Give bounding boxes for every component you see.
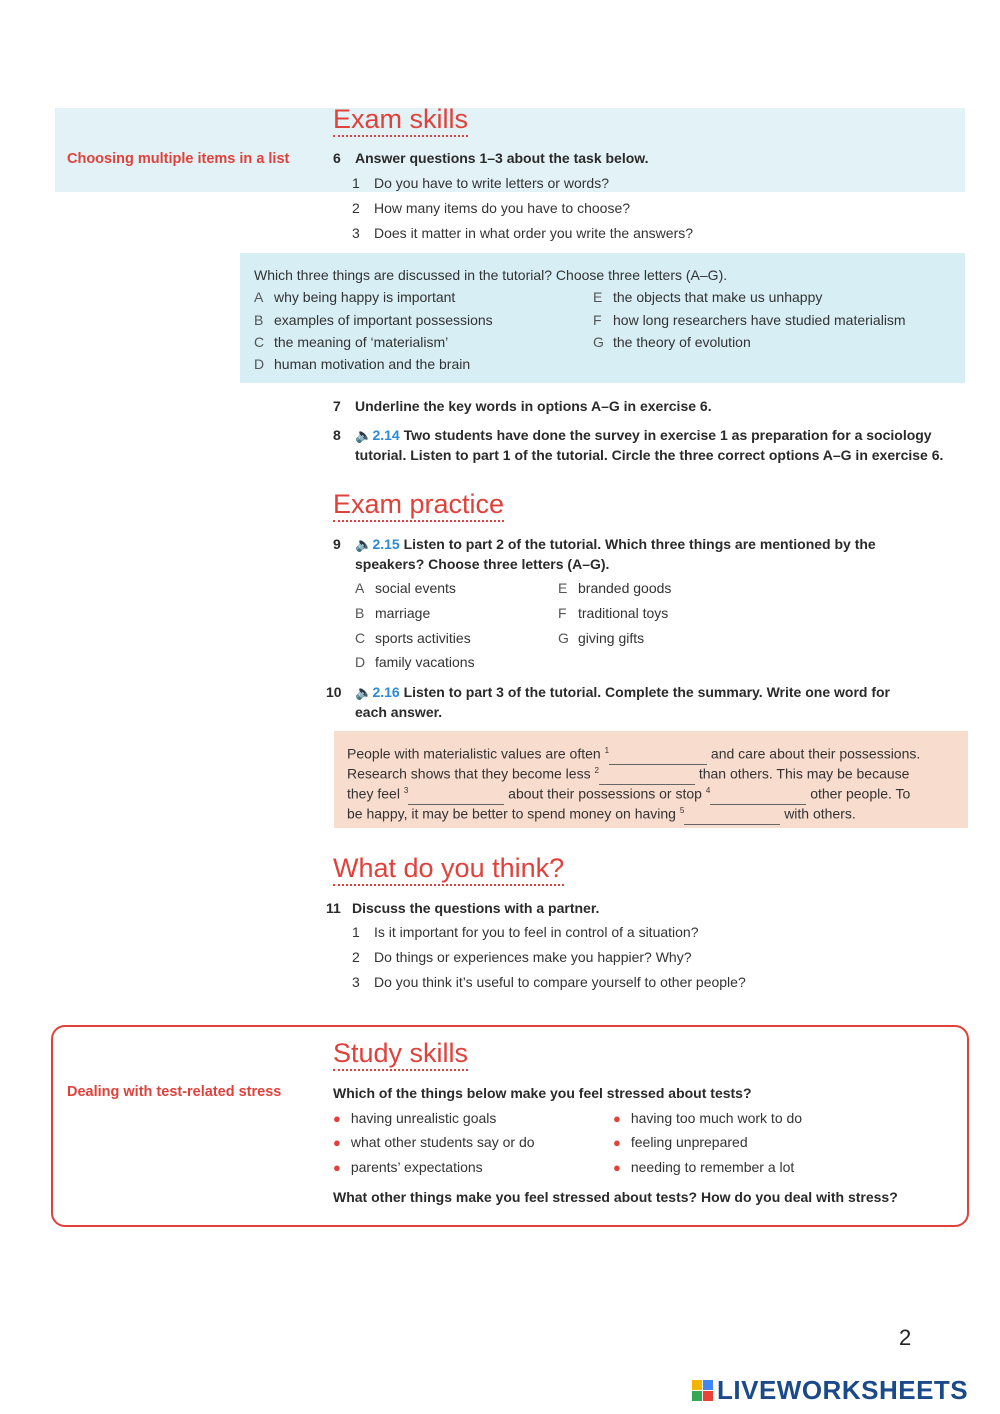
question-10-number: 10 [326, 684, 342, 700]
audio-track-2-14[interactable]: 2.14 [372, 427, 400, 443]
option-letter: F [593, 312, 602, 328]
study-skills-question: Which of the things below make you feel stressed about tests? [333, 1085, 752, 1101]
summary-text: be happy, it may be better to spend money on having [347, 805, 676, 822]
stress-item-text: having unrealistic goals [350, 1110, 497, 1126]
option-text: traditional toys [578, 605, 669, 621]
q9-option-a [355, 578, 456, 598]
option-text: human motivation and the brain [274, 356, 471, 372]
q9-option-e [558, 578, 671, 598]
summary-text: other people. To [810, 785, 911, 802]
question-10-line2: each answer. [355, 704, 443, 720]
summary-text: and care about their possessions. [710, 745, 921, 762]
task-option-f [593, 310, 906, 330]
audio-icon[interactable]: 🔈 [355, 536, 373, 552]
gap-number: 2 [594, 766, 599, 775]
question-6-number: 6 [333, 150, 341, 166]
option-text: family vacations [375, 654, 475, 670]
study-skills-closing: What other things make you feel stressed about tests? How do you deal with stress? [333, 1189, 898, 1205]
question-9-line2: speakers? Choose three letters (A–G). [355, 556, 610, 572]
option-text: the objects that make us unhappy [613, 289, 823, 305]
audio-track-2-16[interactable]: 2.16 [372, 684, 400, 700]
question-11 [326, 898, 599, 918]
brand-name: LIVEWORKSHEETS [717, 1374, 969, 1405]
stress-item-text: parents’ expectations [350, 1159, 483, 1175]
q6-item-1 [352, 173, 609, 193]
stress-item-text: what other students say or do [350, 1134, 535, 1150]
task-option-g [593, 332, 751, 352]
exam-skills-heading: Exam skills [333, 104, 468, 137]
gap-number: 1 [604, 746, 610, 755]
task-option-d [254, 354, 470, 374]
exam-skills-side-label: Choosing multiple items in a list [67, 151, 290, 167]
q6-item-text: Does it matter in what order you write the answers? [374, 225, 694, 241]
question-7-number: 7 [333, 398, 341, 414]
q6-item-number: 2 [352, 200, 360, 216]
q6-item-3 [352, 223, 693, 243]
option-text: marriage [375, 605, 431, 621]
option-text: examples of important possessions [274, 312, 493, 328]
question-11-number: 11 [326, 900, 341, 916]
option-letter: F [558, 605, 567, 621]
summary-text: People with materialistic values are often [347, 745, 601, 762]
question-8 [333, 425, 973, 445]
q9-option-g [558, 628, 644, 648]
option-text: how long researchers have studied materialism [613, 312, 906, 328]
summary-text: Research shows that they become less [347, 765, 591, 782]
q6-item-2 [352, 198, 630, 218]
q9-option-d [355, 652, 475, 672]
stress-item [333, 1108, 496, 1129]
stress-item [613, 1108, 802, 1129]
audio-icon[interactable]: 🔈 [355, 684, 373, 700]
stress-item-text: feeling unprepared [630, 1134, 748, 1150]
question-7-text: Underline the key words in options A–G in exercise 6. [355, 398, 712, 414]
q11-item-1 [352, 922, 699, 942]
option-letter: A [254, 289, 264, 305]
liveworksheets-logo-icon [692, 1380, 713, 1401]
q9-option-b [355, 603, 430, 623]
task-option-a [254, 287, 455, 307]
question-11-text: Discuss the questions with a partner. [352, 900, 600, 916]
q6-item-text: Do you have to write letters or words? [374, 175, 609, 191]
task-option-e [593, 287, 822, 307]
q6-item-number: 3 [352, 225, 360, 241]
option-letter: G [593, 334, 604, 350]
q11-item-text: Is it important for you to feel in control of a situation? [374, 924, 699, 940]
question-10 [326, 682, 890, 702]
summary-text: than others. This may be because [698, 765, 910, 782]
option-letter: D [355, 654, 366, 670]
audio-track-2-15[interactable]: 2.15 [372, 536, 400, 552]
question-9-text-line1: Listen to part 2 of the tutorial. Which three things are mentioned by the [403, 536, 876, 552]
option-text: branded goods [578, 580, 672, 596]
option-letter: A [355, 580, 365, 596]
option-letter: D [254, 356, 265, 372]
stress-item [613, 1132, 748, 1153]
summary-line-4 [347, 801, 856, 825]
gap-number: 3 [403, 786, 409, 795]
exam-practice-heading: Exam practice [333, 489, 504, 522]
brand-logo [692, 1374, 969, 1405]
question-8-line2: tutorial. Listen to part 1 of the tutorial. Circle the three correct options A–G in exercise 6. [355, 447, 944, 463]
gap-5-input[interactable] [684, 804, 780, 825]
audio-icon[interactable]: 🔈 [355, 427, 373, 443]
summary-text: about their possessions or stop [508, 785, 702, 802]
q11-item-3 [352, 972, 746, 992]
what-do-you-think-heading: What do you think? [333, 853, 564, 886]
option-letter: B [355, 605, 365, 621]
option-text: the theory of evolution [613, 334, 751, 350]
stress-item-text: needing to remember a lot [630, 1159, 795, 1175]
stress-item [613, 1157, 794, 1178]
option-letter: C [355, 630, 366, 646]
bullet-icon: ● [613, 1135, 621, 1150]
question-10-text-line1: Listen to part 3 of the tutorial. Complete the summary. Write one word for [403, 684, 890, 700]
question-6-text: Answer questions 1–3 about the task below. [355, 150, 649, 166]
summary-text: they feel [347, 785, 400, 802]
option-letter: E [558, 580, 568, 596]
q6-item-text: How many items do you have to choose? [374, 200, 631, 216]
question-9-number: 9 [333, 536, 341, 552]
q9-option-c [355, 628, 471, 648]
q11-item-number: 2 [352, 949, 360, 965]
q9-option-f [558, 603, 668, 623]
option-text: social events [375, 580, 456, 596]
task-option-b [254, 310, 493, 330]
option-letter: C [254, 334, 265, 350]
study-skills-heading: Study skills [333, 1038, 468, 1071]
q11-item-2 [352, 947, 692, 967]
option-text: sports activities [375, 630, 471, 646]
option-letter: G [558, 630, 569, 646]
gap-number: 5 [679, 806, 685, 815]
stress-item [333, 1157, 483, 1178]
bullet-icon: ● [333, 1135, 341, 1150]
option-text: the meaning of ‘materialism’ [274, 334, 449, 350]
bullet-icon: ● [613, 1160, 621, 1175]
q11-item-number: 1 [352, 924, 360, 940]
bullet-icon: ● [333, 1111, 341, 1126]
q11-item-text: Do things or experiences make you happier? Why? [374, 949, 692, 965]
bullet-icon: ● [333, 1160, 341, 1175]
q6-item-number: 1 [352, 175, 360, 191]
bullet-icon: ● [613, 1111, 621, 1126]
question-8-text-line1: Two students have done the survey in exercise 1 as preparation for a sociology [403, 427, 932, 443]
stress-item-text: having too much work to do [630, 1110, 803, 1126]
task-prompt: Which three things are discussed in the tutorial? Choose three letters (A–G). [254, 267, 728, 283]
page-number: 2 [899, 1325, 912, 1350]
gap-number: 4 [705, 786, 711, 795]
task-option-c [254, 332, 448, 352]
q11-item-number: 3 [352, 974, 360, 990]
q11-item-text: Do you think it’s useful to compare yourself to other people? [374, 974, 746, 990]
question-9 [333, 534, 876, 554]
question-8-number: 8 [333, 427, 341, 443]
summary-text: with others. [784, 805, 856, 822]
option-letter: B [254, 312, 264, 328]
stress-item [333, 1132, 535, 1153]
option-letter: E [593, 289, 603, 305]
question-7 [333, 396, 712, 416]
option-text: why being happy is important [274, 289, 456, 305]
option-text: giving gifts [578, 630, 645, 646]
question-6 [333, 148, 649, 168]
study-skills-side-label: Dealing with test-related stress [67, 1084, 282, 1100]
